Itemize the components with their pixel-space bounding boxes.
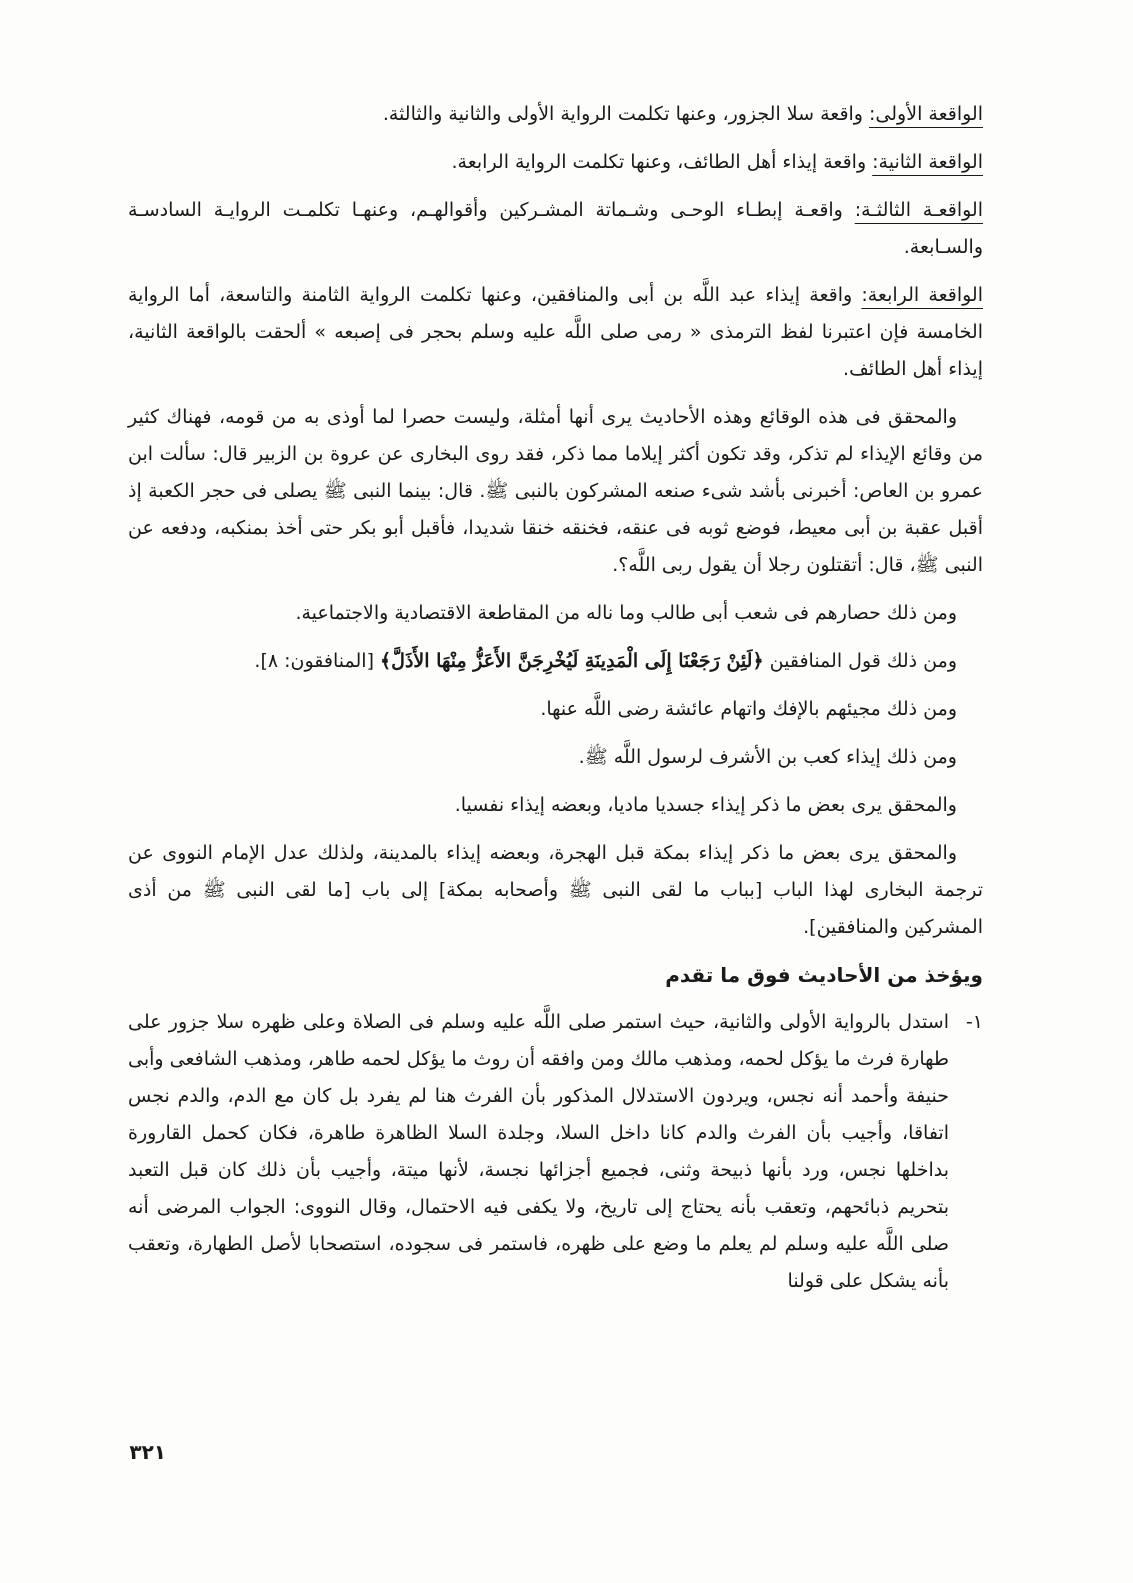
event-1-label: الواقعة الأولى: [869,103,983,125]
page-number: ٣٢١ [129,1440,166,1464]
event-1 [128,96,983,133]
paragraph-hypocrites-quote [128,643,983,680]
list-item-number: ١- [965,1011,983,1033]
paragraph-ifk: ومن ذلك مجيئهم بالإفك واتهام عائشة رضى اللَّه عنها. [540,698,957,720]
event-2 [128,144,983,181]
list-item [128,1004,983,1300]
event-1-text: واقعة سلا الجزور، وعنها تكلمت الرواية الأولى والثانية والثالثة. [382,103,870,125]
event-3 [128,192,983,266]
quran-verse: ﴿لَئِنْ رَجَعْنَا إِلَى الْمَدِينَةِ لَيُخْرِجَنَّ الأَعَزُّ مِنْهَا الأَذَلَّ﴾ [380,650,764,672]
event-3-label: الواقعـة الثالثـة: [854,199,983,221]
event-3-text: واقعـة إبطـاء الوحـى وشـماتة المشـركين وأقوالهـم، وعنهـا تكلمـت الروايـة السادسـة والسـابعة. [128,199,983,258]
paragraph-physical-harm: والمحقق يرى بعض ما ذكر إيذاء جسديا ماديا، وبعضه إيذاء نفسيا. [454,794,957,816]
event-4 [128,277,983,388]
verse-citation: [المنافقون: ٨]. [254,650,381,672]
paragraph-hadith-bukhari: والمحقق فى هذه الوقائع وهذه الأحاديث يرى أنها أمثلة، وليست حصرا لما أوذى به من قومه، فهناك كثير من وقائع الإيذاء لم تذكر، وقد تكون أكثر إيلاما مما ذكر، فقد روى البخارى عن عروة بن الزبير قال: سألت ابن عمرو بن العاص: أخبرنى بأشد شىء صنعه المشركون بالنبى ﷺ. قال: بينما النبى ﷺ يصلى فى حجر الكعبة إذ أقبل عقبة بن أبى معيط، فوضع ثوبه فى عنقه، فخنقه خنقا شديدا، فأقبل أبو بكر حتى أخذ بمنكبه، ودفعه عن النبى ﷺ، قال: أتقتلون رجلا أن يقول ربى اللَّه؟. [128,406,983,576]
quote-intro: ومن ذلك قول المنافقين [763,650,957,672]
paragraph-nawawi: والمحقق يرى بعض ما ذكر إيذاء بمكة قبل الهجرة، وبعضه إيذاء بالمدينة، ولذلك عدل الإمام النووى عن ترجمة البخارى لهذا الباب [بباب ما لقى النبى ﷺ وأصحابه بمكة] إلى باب [ما لقى النبى ﷺ من أذى المشركين والمنافقين]. [128,842,983,938]
paragraph-kaab: ومن ذلك إيذاء كعب بن الأشرف لرسول اللَّه ﷺ. [578,746,957,768]
paragraph-siege: ومن ذلك حصارهم فى شعب أبى طالب وما ناله من المقاطعة الاقتصادية والاجتماعية. [295,602,957,624]
event-2-label: الواقعة الثانية: [872,151,983,173]
page-content [128,96,983,1300]
section-heading: ويؤخذ من الأحاديث فوق ما تقدم [665,963,983,987]
list-item-text: استدل بالرواية الأولى والثانية، حيث استمر صلى اللَّه عليه وسلم فى الصلاة وعلى ظهره سلا جزور على طهارة فرث ما يؤكل لحمه، ومذهب مالك ومن وافقه أن روث ما يؤكل لحمه طاهر، ومذهب الشافعى وأبى حنيفة وأحمد أنه نجس، ويردون الاستدلال المذكور بأن الفرث هنا لم يفرد بل كان مع الدم، والدم نجس اتفاقا، وأجيب بأن الفرث والدم كانا داخل السلا، وجلدة السلا الظاهرة طاهرة، فكان كحمل القارورة بداخلها نجس، ورد بأنها ذبيحة وثنى، فجميع أجزائها نجسة، لأنها ميتة، وأجيب بأن ذلك كان قبل التعبد بتحريم ذبائحهم، وتعقب بأنه يحتاج إلى تاريخ، ولا يكفى فيه الاحتمال، وقال النووى: الجواب المرضى أنه صلى اللَّه عليه وسلم لم يعلم ما وضع على ظهره، فاستمر فى سجوده، استصحابا لأصل الطهارة، وتعقب بأنه يشكل على قولنا [128,1011,949,1292]
event-4-text: واقعة إيذاء عبد اللَّه بن أبى والمنافقين، وعنها تكلمت الرواية الثامنة والتاسعة، أما الرواية الخامسة فإن اعتبرنا لفظ الترمذى « رمى صلى اللَّه عليه وسلم بحجر فى إصبعه » ألحقت بالواقعة الثانية، إيذاء أهل الطائف. [128,284,983,380]
event-4-label: الواقعة الرابعة: [861,284,983,306]
event-2-text: واقعة إيذاء أهل الطائف، وعنها تكلمت الرواية الرابعة. [451,151,873,173]
